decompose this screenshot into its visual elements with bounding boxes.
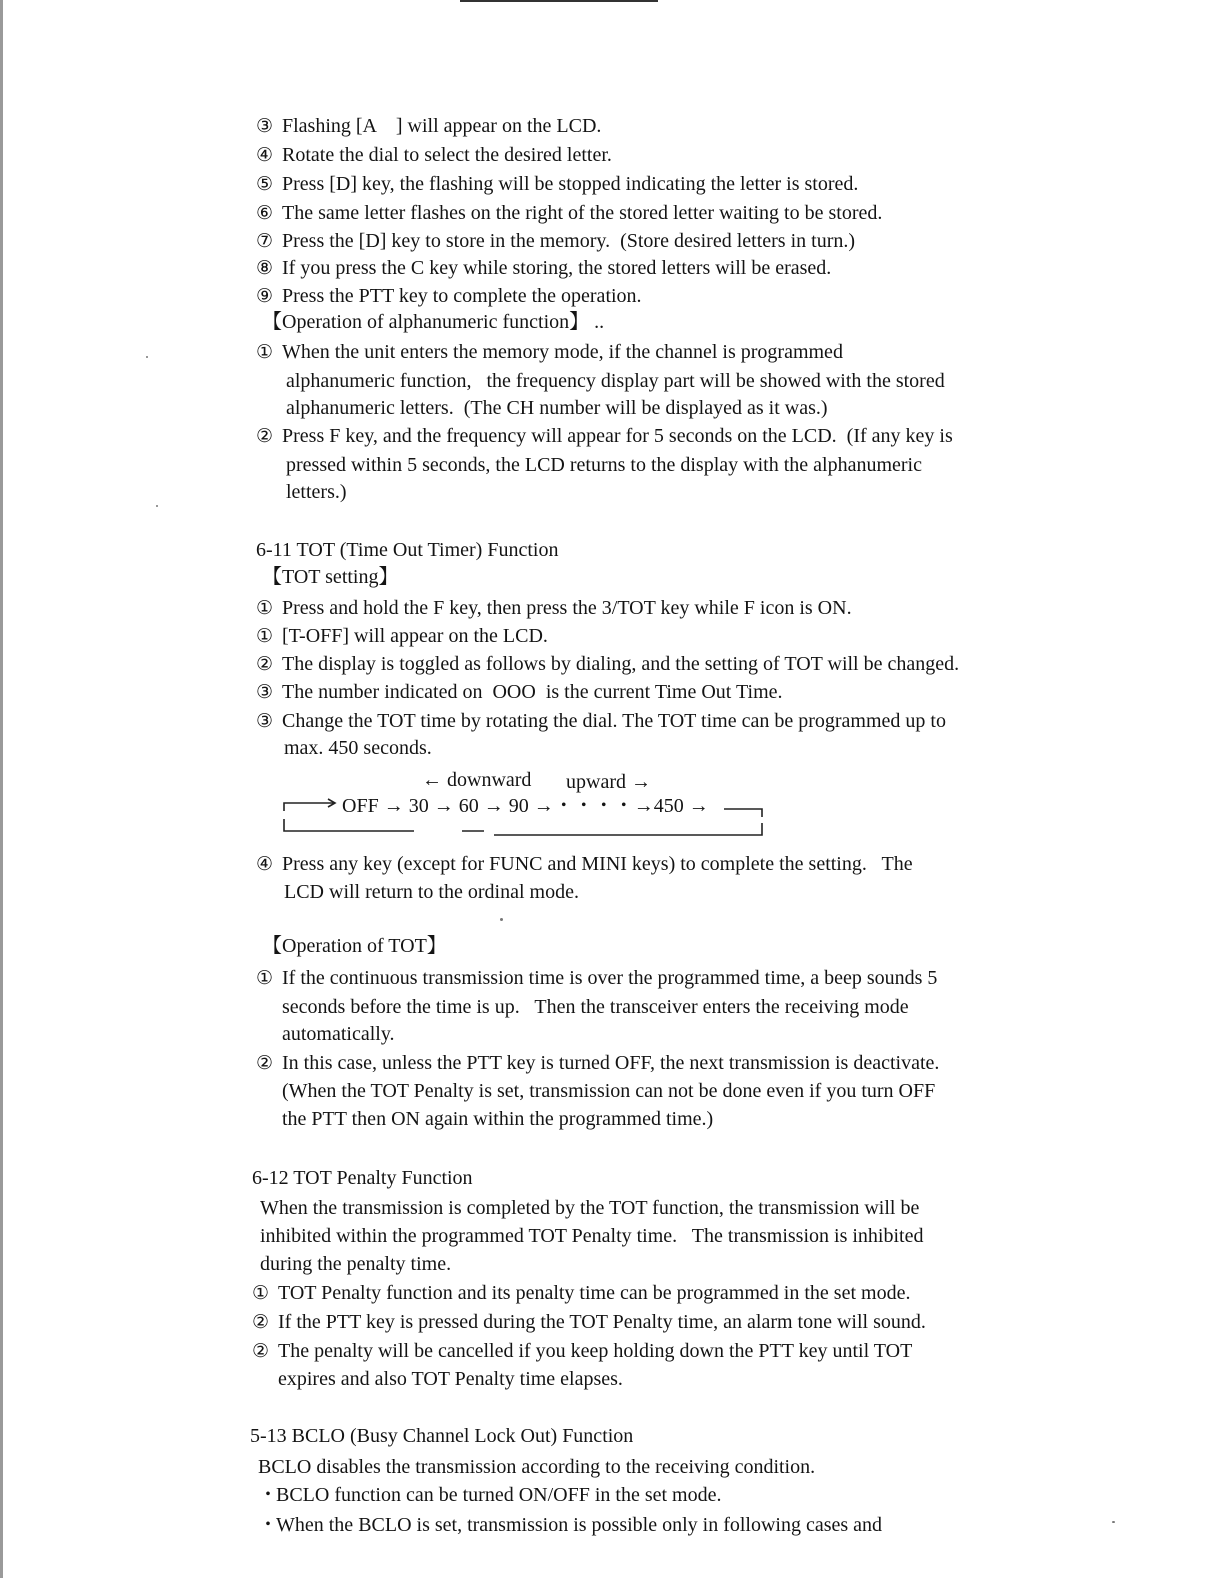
step-number: ④ bbox=[256, 144, 274, 166]
step-number: ② bbox=[256, 425, 274, 447]
text-line bbox=[284, 736, 432, 760]
line-text: TOT Penalty function and its penalty time can be programmed in the set mode. bbox=[278, 1282, 911, 1304]
text-line bbox=[258, 1455, 815, 1479]
line-text: during the penalty time. bbox=[260, 1253, 452, 1275]
text-line bbox=[256, 709, 946, 733]
text-line bbox=[282, 1022, 395, 1046]
header-rule bbox=[460, 0, 658, 2]
line-text: When the BCLO is set, transmission is possible only in following cases and bbox=[276, 1514, 883, 1536]
line-text: expires and also TOT Penalty time elapses. bbox=[278, 1368, 623, 1390]
scan-speck bbox=[146, 356, 148, 358]
cycle-return-right bbox=[494, 823, 762, 835]
step-number: ① bbox=[256, 625, 274, 647]
step-number: ④ bbox=[256, 853, 274, 875]
text-line bbox=[256, 596, 852, 620]
step-number: ② bbox=[256, 653, 274, 675]
line-text: alphanumeric letters. (The CH number will be displayed as it was.) bbox=[286, 397, 828, 419]
tot-downward-label: ← downward bbox=[422, 769, 532, 791]
bullet-marker: ・ bbox=[258, 1514, 278, 1536]
line-text: Change the TOT time by rotating the dial. The TOT time can be programmed up to bbox=[282, 710, 946, 732]
text-line bbox=[256, 172, 858, 196]
step-number: ① bbox=[252, 1282, 270, 1304]
text-line bbox=[262, 565, 398, 589]
step-number: ⑨ bbox=[256, 285, 274, 307]
cycle-start-line bbox=[284, 803, 334, 811]
line-text: pressed within 5 seconds, the LCD returns to the display with the alphanumeric bbox=[286, 454, 922, 476]
line-text: alphanumeric function, the frequency display part will be showed with the stored bbox=[286, 370, 945, 392]
line-text: [T-OFF] will appear on the LCD. bbox=[282, 625, 548, 647]
line-text: 【Operation of alphanumeric function】 .. bbox=[262, 311, 605, 333]
line-text: If the continuous transmission time is over the programmed time, a beep sounds 5 bbox=[282, 967, 938, 989]
line-text: 6-11 TOT (Time Out Timer) Function bbox=[256, 539, 559, 561]
text-line bbox=[256, 852, 913, 876]
step-number: ① bbox=[256, 597, 274, 619]
line-text: Press F key, and the frequency will appear for 5 seconds on the LCD. (If any key is bbox=[282, 425, 953, 447]
text-line bbox=[262, 310, 604, 334]
line-text: 6-12 TOT Penalty Function bbox=[252, 1167, 473, 1189]
scan-speck bbox=[1112, 1521, 1115, 1523]
text-line bbox=[256, 680, 783, 704]
text-line bbox=[258, 1483, 722, 1507]
line-text: Press any key (except for FUNC and MINI keys) to complete the setting. The bbox=[282, 853, 913, 875]
text-line bbox=[262, 934, 447, 958]
text-line bbox=[256, 966, 937, 990]
step-number: ③ bbox=[256, 115, 274, 137]
text-line bbox=[286, 480, 347, 504]
line-text: The same letter flashes on the right of the stored letter waiting to be stored. bbox=[282, 202, 883, 224]
text-line bbox=[256, 256, 831, 280]
text-line bbox=[282, 995, 909, 1019]
step-number: ① bbox=[256, 341, 274, 363]
cycle-end-line bbox=[724, 809, 762, 817]
line-text: Flashing [A ] will appear on the LCD. bbox=[282, 115, 602, 137]
step-number: ⑤ bbox=[256, 173, 274, 195]
line-text: Rotate the dial to select the desired letter. bbox=[282, 144, 612, 166]
line-text: Press and hold the F key, then press the 3/TOT key while F icon is ON. bbox=[282, 597, 852, 619]
step-number: ② bbox=[252, 1311, 270, 1333]
step-number: ⑧ bbox=[256, 257, 274, 279]
bullet-marker: ・ bbox=[258, 1484, 278, 1506]
tot-sequence: OFF → 30 → 60 → 90 →・・・・→450 → bbox=[342, 795, 709, 817]
scan-speck bbox=[156, 505, 158, 507]
scan-speck bbox=[500, 918, 503, 921]
line-text: When the transmission is completed by the TOT function, the transmission will be bbox=[260, 1197, 920, 1219]
text-line bbox=[286, 396, 828, 420]
text-line bbox=[256, 114, 601, 138]
line-text: Press the [D] key to store in the memory. (Store desired letters in turn.) bbox=[282, 230, 856, 252]
step-number: ① bbox=[256, 967, 274, 989]
text-line bbox=[256, 284, 642, 308]
line-text: The penalty will be cancelled if you keep holding down the PTT key until TOT bbox=[278, 1340, 913, 1362]
text-line bbox=[256, 201, 882, 225]
text-line bbox=[260, 1196, 919, 1220]
text-line bbox=[256, 1051, 939, 1075]
text-line bbox=[256, 424, 953, 448]
text-line bbox=[282, 1079, 935, 1103]
line-text: 【TOT setting】 bbox=[262, 566, 399, 588]
line-text: The number indicated on OOO is the current Time Out Time. bbox=[282, 681, 783, 703]
text-line bbox=[256, 143, 612, 167]
text-line bbox=[252, 1281, 910, 1305]
line-text: LCD will return to the ordinal mode. bbox=[284, 881, 579, 903]
tot-upward-label: upward → bbox=[566, 771, 651, 793]
text-line bbox=[260, 1224, 923, 1248]
step-number: ⑥ bbox=[256, 202, 274, 224]
text-line bbox=[256, 340, 843, 364]
line-text: automatically. bbox=[282, 1023, 395, 1045]
line-text: the PTT then ON again within the programmed time.) bbox=[282, 1108, 714, 1130]
line-text: 5-13 BCLO (Busy Channel Lock Out) Function bbox=[250, 1425, 634, 1447]
text-line bbox=[252, 1339, 912, 1363]
step-number: ② bbox=[256, 1052, 274, 1074]
step-number: ⑦ bbox=[256, 230, 274, 252]
text-line bbox=[256, 652, 959, 676]
line-text: seconds before the time is up. Then the transceiver enters the receiving mode bbox=[282, 996, 909, 1018]
page-edge bbox=[0, 0, 3, 1578]
step-number: ③ bbox=[256, 710, 274, 732]
cycle-return-left bbox=[284, 819, 414, 831]
text-line bbox=[252, 1310, 926, 1334]
line-text: Press the PTT key to complete the operation. bbox=[282, 285, 642, 307]
line-text: The display is toggled as follows by dialing, and the setting of TOT will be changed. bbox=[282, 653, 960, 675]
text-line bbox=[286, 369, 945, 393]
line-text: Press [D] key, the flashing will be stopped indicating the letter is stored. bbox=[282, 173, 859, 195]
line-text: BCLO function can be turned ON/OFF in the set mode. bbox=[276, 1484, 722, 1506]
line-text: If you press the C key while storing, the stored letters will be erased. bbox=[282, 257, 832, 279]
step-number: ② bbox=[252, 1340, 270, 1362]
text-line bbox=[286, 453, 922, 477]
line-text: letters.) bbox=[286, 481, 347, 503]
line-text: max. 450 seconds. bbox=[284, 737, 432, 759]
line-text: (When the TOT Penalty is set, transmission can not be done even if you turn OFF bbox=[282, 1080, 936, 1102]
line-text: When the unit enters the memory mode, if the channel is programmed bbox=[282, 341, 843, 363]
line-text: If the PTT key is pressed during the TOT Penalty time, an alarm tone will sound. bbox=[278, 1311, 926, 1333]
text-line bbox=[256, 624, 548, 648]
line-text: In this case, unless the PTT key is turned OFF, the next transmission is deactivate. bbox=[282, 1052, 940, 1074]
text-line bbox=[256, 538, 558, 562]
text-line bbox=[258, 1513, 882, 1537]
text-line bbox=[282, 1107, 713, 1131]
text-line bbox=[252, 1166, 473, 1190]
line-text: 【Operation of TOT】 bbox=[262, 935, 447, 957]
text-line bbox=[256, 229, 855, 253]
line-text: inhibited within the programmed TOT Penalty time. The transmission is inhibited bbox=[260, 1225, 924, 1247]
text-line bbox=[284, 880, 579, 904]
tot-cycle-arrows bbox=[280, 795, 770, 843]
text-line bbox=[278, 1367, 623, 1391]
line-text: BCLO disables the transmission according to the receiving condition. bbox=[258, 1456, 816, 1478]
step-number: ③ bbox=[256, 681, 274, 703]
text-line bbox=[250, 1424, 633, 1448]
text-line bbox=[260, 1252, 451, 1276]
